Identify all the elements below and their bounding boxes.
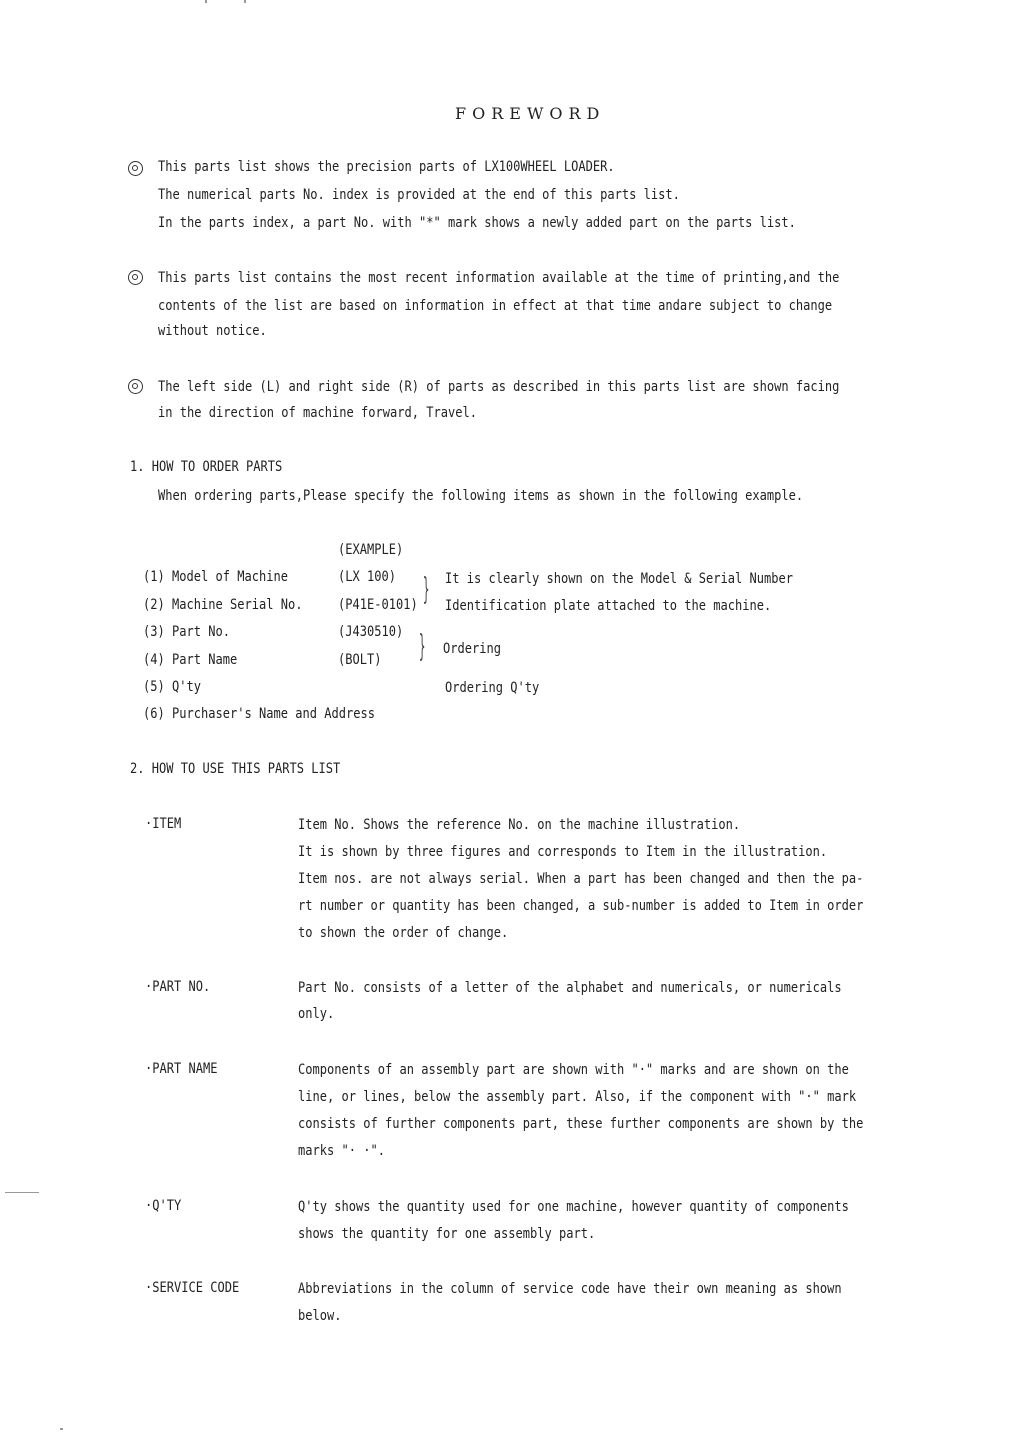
order-row-label: Part Name bbox=[172, 652, 238, 668]
note-2-line-1: This parts list contains the most recent information available at the time of printing,and the bbox=[158, 270, 840, 286]
double-circle-icon bbox=[128, 270, 143, 285]
usage-desc-line: Components of an assembly part are shown with "·" marks and are shown on the bbox=[298, 1062, 849, 1078]
brace-mark: } bbox=[423, 572, 430, 607]
usage-desc-line: line, or lines, below the assembly part. Also, if the component with "·" mark bbox=[298, 1089, 857, 1105]
usage-desc-line: marks "· ·". bbox=[298, 1143, 385, 1159]
usage-term-qty: ·Q'TY bbox=[145, 1198, 182, 1214]
order-row-note: It is clearly shown on the Model & Serial Number bbox=[445, 571, 793, 587]
usage-desc-line: rt number or quantity has been changed, a sub-number is added to Item in order bbox=[298, 898, 864, 914]
note-2-line-3: without notice. bbox=[158, 323, 267, 339]
usage-desc-line: Item nos. are not always serial. When a part has been changed and then the pa- bbox=[298, 871, 864, 887]
order-row-label: Q'ty bbox=[172, 679, 201, 695]
order-row-num: (6) bbox=[143, 706, 165, 722]
order-row-label: Purchaser's Name and Address bbox=[172, 706, 375, 722]
usage-term-part-no: ·PART NO. bbox=[145, 979, 211, 995]
usage-term-service-code: ·SERVICE CODE bbox=[145, 1280, 240, 1296]
note-3-line-2: in the direction of machine forward, Travel. bbox=[158, 405, 477, 421]
note-2-line-2: contents of the list are based on information in effect at that time andare subject to change bbox=[158, 298, 833, 314]
order-row-example: (P41E-0101) bbox=[338, 597, 418, 613]
usage-desc-line: below. bbox=[298, 1308, 342, 1324]
scan-speck bbox=[60, 1428, 63, 1430]
note-1-line-3: In the parts index, a part No. with "*" mark shows a newly added part on the parts list. bbox=[158, 215, 796, 231]
note-1-line-1: This parts list shows the precision parts of LX100WHEEL LOADER. bbox=[158, 159, 615, 175]
section-2-heading: 2. HOW TO USE THIS PARTS LIST bbox=[130, 761, 341, 777]
note-1-line-2: The numerical parts No. index is provided at the end of this parts list. bbox=[158, 187, 680, 203]
order-row-num: (4) bbox=[143, 652, 165, 668]
order-row-num: (3) bbox=[143, 624, 165, 640]
order-row-note: Ordering Q'ty bbox=[445, 680, 540, 696]
usage-desc-line: Q'ty shows the quantity used for one machine, however quantity of components bbox=[298, 1199, 849, 1215]
page-title: FOREWORD bbox=[455, 104, 606, 123]
order-row-label: Part No. bbox=[172, 624, 230, 640]
usage-desc-line: Part No. consists of a letter of the alphabet and numericals, or numericals bbox=[298, 980, 842, 996]
note-3-line-1: The left side (L) and right side (R) of parts as described in this parts list are shown facing bbox=[158, 379, 840, 395]
usage-desc-line: Item No. Shows the reference No. on the machine illustration. bbox=[298, 817, 741, 833]
order-row-num: (1) bbox=[143, 569, 165, 585]
scan-speck bbox=[5, 1192, 39, 1193]
ordering-note: Ordering bbox=[443, 641, 501, 657]
usage-desc-line: shows the quantity for one assembly part. bbox=[298, 1226, 596, 1242]
scan-speck bbox=[205, 0, 207, 3]
brace-mark: } bbox=[419, 629, 426, 664]
double-circle-icon bbox=[128, 379, 143, 394]
usage-desc-line: It is shown by three figures and corresponds to Item in the illustration. bbox=[298, 844, 828, 860]
order-row-example: (J430510) bbox=[338, 624, 404, 640]
section-1-intro: When ordering parts,Please specify the following items as shown in the following example. bbox=[158, 488, 804, 504]
order-row-label: Machine Serial No. bbox=[172, 597, 303, 613]
scan-speck bbox=[244, 0, 246, 3]
order-row-num: (5) bbox=[143, 679, 165, 695]
double-circle-icon bbox=[128, 161, 143, 176]
section-1-heading: 1. HOW TO ORDER PARTS bbox=[130, 459, 283, 475]
usage-desc-line: consists of further components part, these further components are shown by the bbox=[298, 1116, 864, 1132]
order-row-example: (BOLT) bbox=[338, 652, 382, 668]
usage-term-item: ·ITEM bbox=[145, 816, 182, 832]
order-row-num: (2) bbox=[143, 597, 165, 613]
order-row-label: Model of Machine bbox=[172, 569, 288, 585]
usage-desc-line: to shown the order of change. bbox=[298, 925, 509, 941]
order-row-example: (LX 100) bbox=[338, 569, 396, 585]
usage-term-part-name: ·PART NAME bbox=[145, 1061, 218, 1077]
usage-desc-line: Abbreviations in the column of service code have their own meaning as shown bbox=[298, 1281, 842, 1297]
order-row-note: Identification plate attached to the machine. bbox=[445, 598, 772, 614]
usage-desc-line: only. bbox=[298, 1006, 335, 1022]
example-header: (EXAMPLE) bbox=[338, 542, 404, 558]
